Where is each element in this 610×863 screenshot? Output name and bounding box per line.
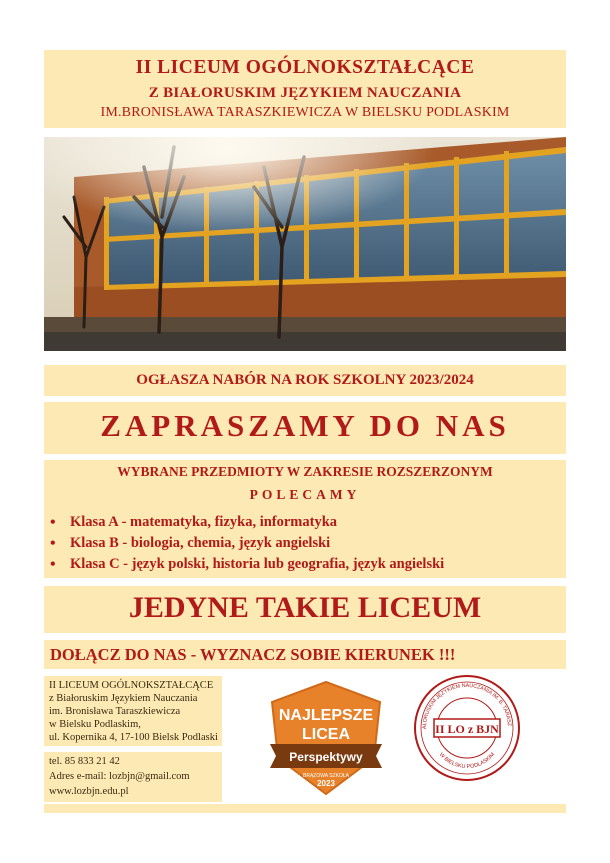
address-line-5: ul. Kopernika 4, 17-100 Bielsk Podlaski xyxy=(49,732,218,743)
seal-ring-bottom: W BIELSKU PODLASKIM xyxy=(437,751,497,771)
badge-line2: LICEA xyxy=(302,726,350,743)
badge-small: BRĄZOWA SZKOŁA xyxy=(303,773,349,779)
badge-line1: NAJLEPSZE xyxy=(278,707,374,724)
class-item-a: • Klasa A - matematyka, fizyka, informatyka xyxy=(48,512,444,533)
badge-ribbon: Perspektywy xyxy=(289,750,363,764)
subjects-section xyxy=(44,460,566,578)
school-seal xyxy=(412,673,522,783)
seal-center: II LO z BJN xyxy=(435,722,499,736)
ranking-badge xyxy=(262,680,390,798)
class-item-b: • Klasa B - biologia, chemia, język angielski xyxy=(48,533,444,554)
recruitment-text: OGŁASZA NABÓR NA ROK SZKOLNY 2023/2024 xyxy=(136,372,474,388)
school-title: II LICEUM OGÓLNOKSZTAŁCĄCE xyxy=(135,57,475,78)
email-address[interactable]: Adres e-mail: lozbjn@gmail.com xyxy=(49,771,190,782)
school-building-photo xyxy=(44,137,566,351)
recommend-label: POLECAMY xyxy=(249,487,361,502)
invite-banner xyxy=(44,402,566,454)
badge-year: 2023 xyxy=(317,779,335,788)
slogan-text: JEDYNE TAKIE LICEUM xyxy=(128,591,482,624)
address-line-1: II LICEUM OGÓLNOKSZTAŁCĄCE xyxy=(49,680,214,691)
join-banner xyxy=(44,640,566,669)
class-item-c: • Klasa C - język polski, historia lub geografia, język angielski xyxy=(48,554,444,575)
join-text: DOŁĄCZ DO NAS - WYZNACZ SOBIE KIERUNEK !!! xyxy=(50,645,456,664)
contact-block xyxy=(44,752,222,802)
recruitment-banner xyxy=(44,365,566,396)
header-banner xyxy=(44,50,566,128)
invite-text: ZAPRASZAMY DO NAS xyxy=(100,408,510,443)
address-block xyxy=(44,676,222,746)
address-line-3: im. Bronisława Taraszkiewicza xyxy=(49,706,181,717)
website-link[interactable]: www.lozbjn.edu.pl xyxy=(49,786,129,797)
address-line-2: z Białoruskim Językiem Nauczania xyxy=(49,693,198,704)
phone-number: tel. 85 833 21 42 xyxy=(49,756,120,767)
slogan-banner xyxy=(44,586,566,633)
address-line-4: w Bielsku Podlaskim, xyxy=(49,719,141,730)
subjects-heading: WYBRANE PRZEDMIOTY W ZAKRESIE ROZSZERZONYM xyxy=(117,464,493,479)
seal-ring-top: AŁORUSKIM JĘZYKIEM NAUCZANIA IM. B. TARASZ xyxy=(421,682,512,730)
school-subtitle: Z BIAŁORUSKIM JĘZYKIEM NAUCZANIA xyxy=(148,85,462,101)
footer-bar xyxy=(44,804,566,813)
school-patron: IM.BRONISŁAWA TARASZKIEWICZA W BIELSKU PODLASKIM xyxy=(100,105,510,120)
class-list xyxy=(48,512,444,575)
